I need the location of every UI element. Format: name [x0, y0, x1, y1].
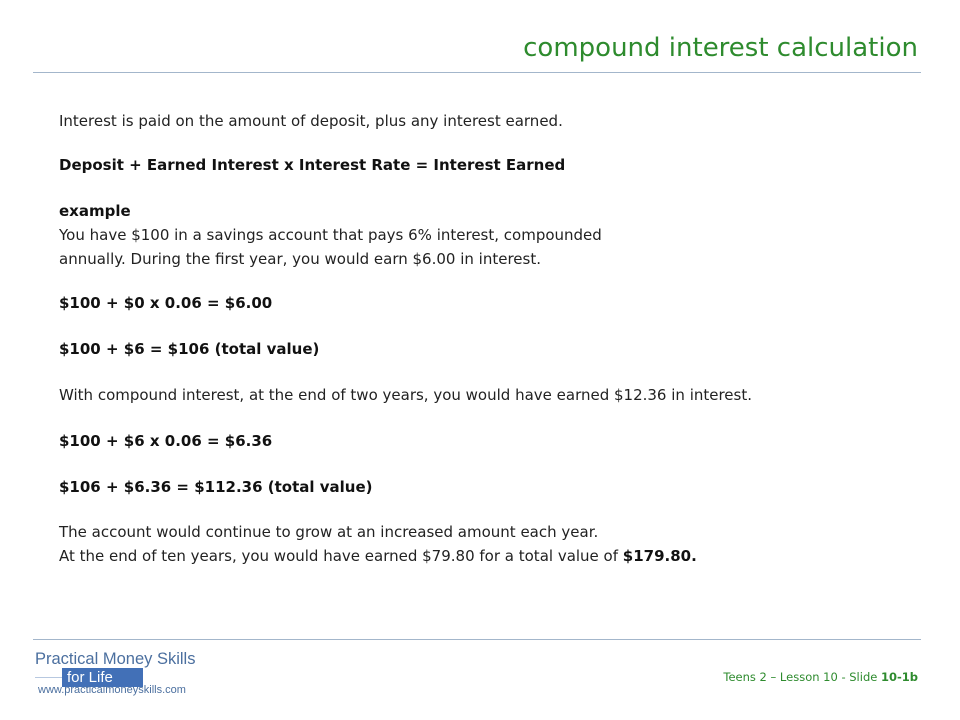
logo-url: www.practicalmoneyskills.com	[38, 684, 186, 696]
compound-note: With compound interest, at the end of two years, you would have earned $12.36 in interest.	[59, 386, 753, 404]
example-text-line: annually. During the first year, you would earn $6.00 in interest.	[59, 250, 541, 268]
conclusion-text: The account would continue to grow at an increased amount each year.	[59, 523, 599, 541]
slide-title: compound interest calculation	[523, 33, 918, 63]
year1-total-equation: $100 + $6 = $106 (total value)	[59, 340, 320, 358]
example-label: example	[59, 202, 131, 220]
conclusion-total-line	[59, 544, 697, 568]
logo-accent-line	[35, 677, 62, 678]
intro-text: Interest is paid on the amount of deposit, plus any interest earned.	[59, 112, 563, 130]
year1-interest-equation: $100 + $0 x 0.06 = $6.00	[59, 294, 273, 312]
conclusion-text: At the end of ten years, you would have earned $79.80 for a total value of	[59, 547, 619, 565]
header-divider	[33, 72, 921, 73]
example-text-line: You have $100 in a savings account that pays 6% interest, compounded	[59, 226, 602, 244]
slide-number: 10-1b	[880, 670, 918, 684]
year2-total-equation: $106 + $6.36 = $112.36 (total value)	[59, 478, 373, 496]
final-total-value: $179.80.	[622, 547, 697, 565]
logo-tagline: for Life	[67, 669, 113, 686]
practical-money-skills-logo	[33, 646, 203, 698]
slide-reference	[723, 669, 918, 685]
footer-divider	[33, 639, 921, 640]
logo-name: Practical Money Skills	[35, 650, 196, 668]
formula-text: Deposit + Earned Interest x Interest Rate = Interest Earned	[59, 156, 566, 174]
slide-reference-label: Teens 2 – Lesson 10 - Slide	[723, 670, 878, 684]
year2-interest-equation: $100 + $6 x 0.06 = $6.36	[59, 432, 273, 450]
